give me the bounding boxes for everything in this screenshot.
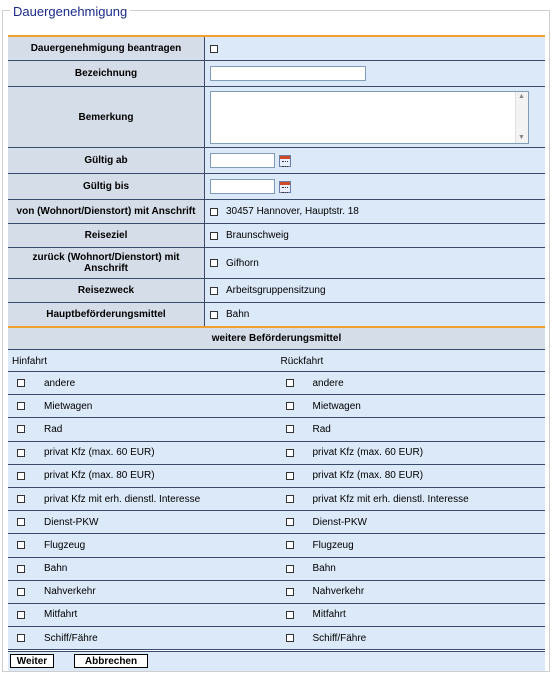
hinfahrt-checkbox[interactable] xyxy=(17,449,25,457)
rueckfahrt-cell xyxy=(277,563,546,574)
rueckfahrt-checkbox[interactable] xyxy=(286,518,294,526)
hinfahrt-cell xyxy=(8,563,277,574)
rueckfahrt-option-label: Mitfahrt xyxy=(312,609,346,621)
reiseziel-value: Braunschweig xyxy=(226,230,289,241)
zurueck-label: zurück (Wohnort/Dienstort) mit Anschrift xyxy=(8,248,205,278)
rueckfahrt-checkbox[interactable] xyxy=(286,402,294,410)
table-row xyxy=(8,604,545,627)
table-row xyxy=(8,395,545,418)
bezeichnung-input[interactable] xyxy=(210,66,366,81)
rueckfahrt-cell xyxy=(277,633,546,644)
hinfahrt-option-label: privat Kfz mit erh. dienstl. Interesse xyxy=(44,493,201,505)
rueckfahrt-checkbox[interactable] xyxy=(286,449,294,457)
beantragen-label: Dauergenehmigung beantragen xyxy=(8,37,205,60)
hinfahrt-checkbox[interactable] xyxy=(17,518,25,526)
bezeichnung-label: Bezeichnung xyxy=(8,61,205,86)
rueckfahrt-cell xyxy=(277,517,546,528)
abbrechen-button[interactable]: Abbrechen xyxy=(74,654,148,668)
haupt-checkbox[interactable] xyxy=(210,311,218,319)
rueckfahrt-option-label: Bahn xyxy=(312,563,336,575)
rueckfahrt-cell xyxy=(277,447,546,458)
hinfahrt-cell xyxy=(8,447,277,458)
row-bezeichnung xyxy=(8,61,545,87)
zurueck-checkbox[interactable] xyxy=(210,259,218,267)
reisezweck-checkbox[interactable] xyxy=(210,287,218,295)
hinfahrt-option-label: Flugzeug xyxy=(44,539,86,551)
rueckfahrt-option-label: Flugzeug xyxy=(312,539,354,551)
reisezweck-label: Reisezweck xyxy=(8,279,205,302)
hinfahrt-cell xyxy=(8,517,277,528)
weitere-heading: weitere Beförderungsmittel xyxy=(8,328,545,350)
rueckfahrt-checkbox[interactable] xyxy=(286,565,294,573)
rueckfahrt-option-label: Mietwagen xyxy=(312,400,361,412)
hinfahrt-checkbox[interactable] xyxy=(17,379,25,387)
row-bemerkung xyxy=(8,87,545,148)
weitere-column-header xyxy=(8,350,545,372)
hinfahrt-option-label: Dienst-PKW xyxy=(44,516,99,528)
hinfahrt-checkbox[interactable] xyxy=(17,402,25,410)
hinfahrt-option-label: Mietwagen xyxy=(44,400,93,412)
rueckfahrt-checkbox[interactable] xyxy=(286,611,294,619)
bemerkung-scrollbar[interactable] xyxy=(515,92,528,143)
table-row xyxy=(8,558,545,581)
rueckfahrt-option-label: privat Kfz (max. 80 EUR) xyxy=(312,470,424,482)
reiseziel-label: Reiseziel xyxy=(8,224,205,247)
rueckfahrt-checkbox[interactable] xyxy=(286,634,294,642)
row-von xyxy=(8,200,545,224)
hinfahrt-option-label: privat Kfz (max. 80 EUR) xyxy=(44,470,155,482)
table-row xyxy=(8,488,545,511)
table-row xyxy=(8,418,545,441)
zurueck-value: Gifhorn xyxy=(226,257,259,269)
rueckfahrt-cell xyxy=(277,470,546,481)
hinfahrt-cell xyxy=(8,586,277,597)
gueltig-ab-input[interactable] xyxy=(210,153,275,168)
scroll-up-icon[interactable]: ▲ xyxy=(518,92,525,100)
hinfahrt-option-label: privat Kfz (max. 60 EUR) xyxy=(44,447,155,459)
rueckfahrt-option-label: andere xyxy=(312,377,344,389)
calendar-icon[interactable] xyxy=(279,155,291,167)
hinfahrt-option-label: andere xyxy=(44,377,76,389)
hinfahrt-checkbox[interactable] xyxy=(17,565,25,573)
rueckfahrt-cell xyxy=(277,378,546,389)
rueckfahrt-checkbox[interactable] xyxy=(286,541,294,549)
weitere-section xyxy=(8,326,545,650)
main-form-table xyxy=(8,35,545,327)
weiter-button[interactable]: Weiter xyxy=(10,654,54,668)
bemerkung-label: Bemerkung xyxy=(8,87,205,147)
row-gueltig-bis xyxy=(8,174,545,200)
button-bar xyxy=(8,651,545,671)
rueckfahrt-checkbox[interactable] xyxy=(286,425,294,433)
rueckfahrt-cell xyxy=(277,540,546,551)
table-row xyxy=(8,511,545,534)
table-row xyxy=(8,534,545,557)
weitere-rows xyxy=(8,372,545,650)
rueckfahrt-checkbox[interactable] xyxy=(286,472,294,480)
reiseziel-checkbox[interactable] xyxy=(210,232,218,240)
rueckfahrt-option-label: privat Kfz mit erh. dienstl. Interesse xyxy=(312,493,469,505)
table-row xyxy=(8,372,545,395)
rueckfahrt-cell xyxy=(277,401,546,412)
row-haupt xyxy=(8,303,545,327)
calendar-icon[interactable] xyxy=(279,181,291,193)
hinfahrt-checkbox[interactable] xyxy=(17,541,25,549)
rueckfahrt-cell xyxy=(277,494,546,505)
rueckfahrt-option-label: privat Kfz (max. 60 EUR) xyxy=(312,447,424,459)
rueckfahrt-checkbox[interactable] xyxy=(286,495,294,503)
reisezweck-value: Arbeitsgruppensitzung xyxy=(226,285,326,296)
rueckfahrt-option-label: Dienst-PKW xyxy=(312,516,367,528)
rueckfahrt-cell xyxy=(277,586,546,597)
hinfahrt-cell xyxy=(8,540,277,551)
row-zurueck xyxy=(8,248,545,279)
rueckfahrt-cell xyxy=(277,609,546,620)
haupt-value: Bahn xyxy=(226,309,250,320)
hinfahrt-cell xyxy=(8,401,277,412)
hinfahrt-cell xyxy=(8,609,277,620)
row-gueltig-ab xyxy=(8,148,545,174)
rueckfahrt-cell xyxy=(277,424,546,435)
rueckfahrt-checkbox[interactable] xyxy=(286,588,294,596)
hinfahrt-cell xyxy=(8,494,277,505)
gueltig-bis-label: Gültig bis xyxy=(8,174,205,199)
bemerkung-textarea[interactable] xyxy=(210,91,529,144)
hinfahrt-option-label: Bahn xyxy=(44,563,68,575)
hinfahrt-option-label: Schiff/Fähre xyxy=(44,632,98,644)
rueckfahrt-checkbox[interactable] xyxy=(286,379,294,387)
table-row xyxy=(8,581,545,604)
page-title: Dauergenehmigung xyxy=(10,4,130,19)
hinfahrt-checkbox[interactable] xyxy=(17,611,25,619)
hinfahrt-checkbox[interactable] xyxy=(17,472,25,480)
table-row xyxy=(8,627,545,650)
hinfahrt-option-label: Mitfahrt xyxy=(44,609,78,621)
gueltig-bis-input[interactable] xyxy=(210,179,275,194)
von-label: von (Wohnort/Dienstort) mit Anschrift xyxy=(8,200,205,223)
hinfahrt-checkbox[interactable] xyxy=(17,634,25,642)
rueckfahrt-option-label: Schiff/Fähre xyxy=(312,632,367,644)
hinfahrt-cell xyxy=(8,378,277,389)
gueltig-ab-label: Gültig ab xyxy=(8,148,205,173)
hinfahrt-option-label: Nahverkehr xyxy=(44,586,96,598)
row-reiseziel xyxy=(8,224,545,248)
von-checkbox[interactable] xyxy=(210,208,218,216)
scroll-down-icon[interactable]: ▼ xyxy=(518,133,525,141)
table-row xyxy=(8,465,545,488)
rueckfahrt-label: Rückfahrt xyxy=(280,355,324,367)
hinfahrt-cell xyxy=(8,633,277,644)
hinfahrt-checkbox[interactable] xyxy=(17,425,25,433)
row-beantragen xyxy=(8,37,545,61)
hinfahrt-cell xyxy=(8,470,277,481)
hinfahrt-checkbox[interactable] xyxy=(17,588,25,596)
hinfahrt-label: Hinfahrt xyxy=(12,355,48,367)
table-row xyxy=(8,442,545,465)
hinfahrt-option-label: Rad xyxy=(44,423,63,435)
rueckfahrt-option-label: Rad xyxy=(312,423,331,435)
haupt-label: Hauptbeförderungsmittel xyxy=(8,303,205,326)
hinfahrt-cell xyxy=(8,424,277,435)
hinfahrt-checkbox[interactable] xyxy=(17,495,25,503)
beantragen-checkbox[interactable] xyxy=(210,45,218,53)
rueckfahrt-option-label: Nahverkehr xyxy=(312,586,365,598)
row-reisezweck xyxy=(8,279,545,303)
von-value: 30457 Hannover, Hauptstr. 18 xyxy=(226,206,359,217)
